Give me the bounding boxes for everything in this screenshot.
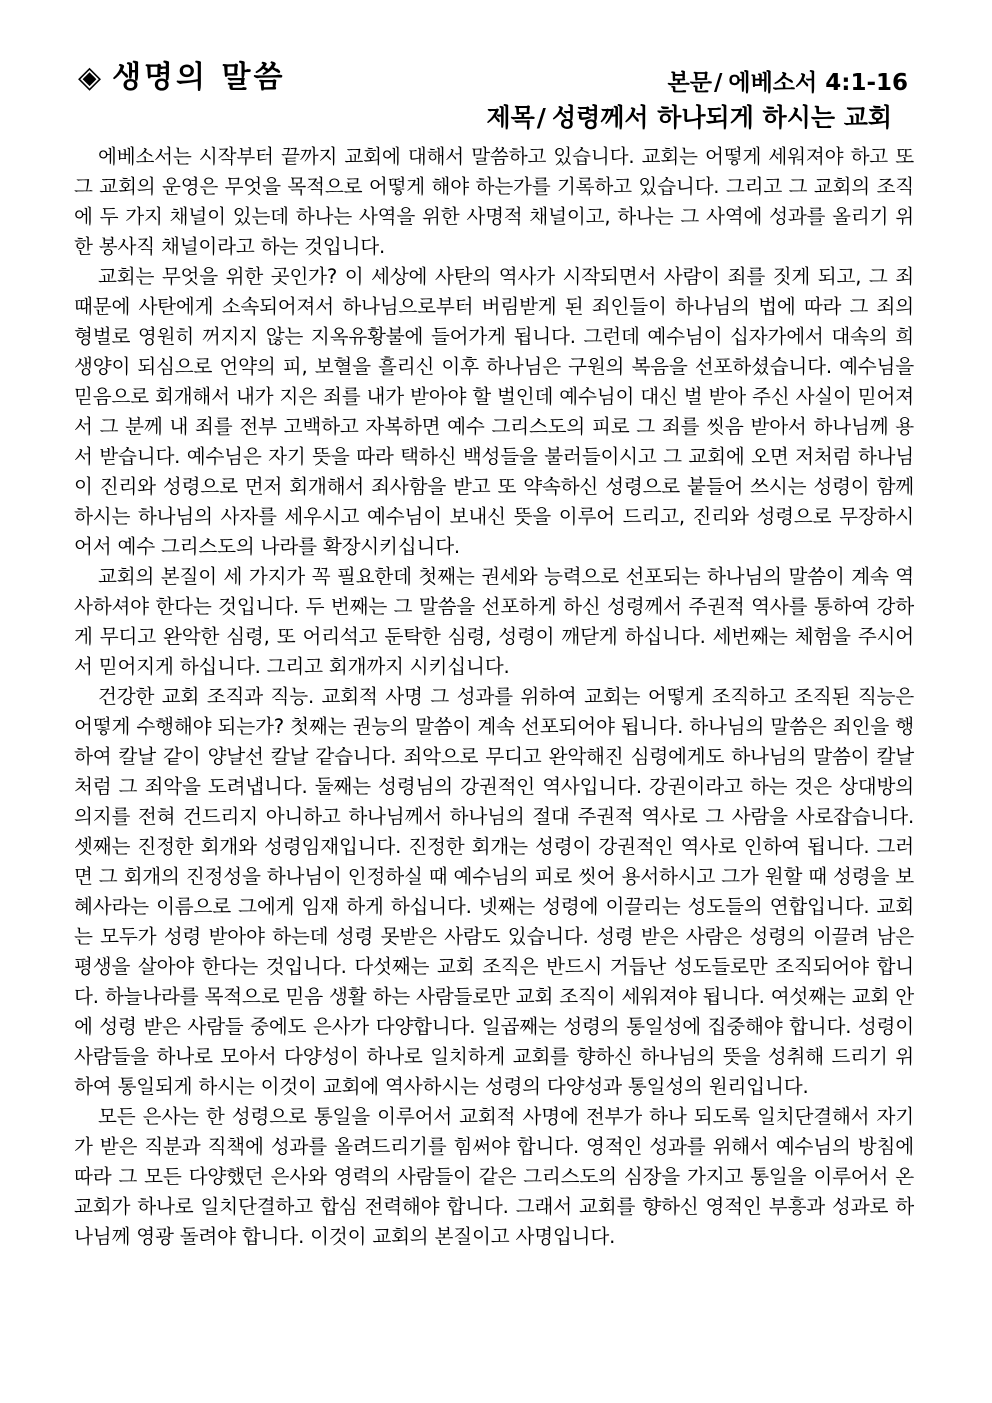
- sermon-page: [74, 52, 914, 1252]
- paragraph-3: 교회의 본질이 세 가지가 꼭 필요한데 첫째는 권세와 능력으로 선포되는 하나님의 말씀이 계속 역사하셔야 한다는 것입니다. 두 번째는 그 말씀을 선포하게 하신 성령께서 주권적 역사를 통하여 강하게 무디고 완악한 심령, 또 어리석고 둔탁한 심령, 성령이 깨닫게 하십니다. 세번째는 체험을 주시어서 믿어지게 하십니다. 그리고 회개까지 시키십니다.: [74, 565, 914, 678]
- subject-label: 제목: [486, 103, 535, 132]
- diamond-bullet-icon: ◈: [78, 60, 105, 95]
- scripture-separator: /: [713, 70, 723, 96]
- paragraph-2: 교회는 무엇을 위한 곳인가? 이 세상에 사탄의 역사가 시작되면서 사람이 죄를 짓게 되고, 그 죄 때문에 사탄에게 소속되어져서 하나님으로부터 버림받게 된 죄인들이 하나님의 법에 따라 그 죄의 형벌로 영원히 꺼지지 않는 지옥유황불에 들어가게 됩니다. 그런데 예수님이 십자가에서 대속의 희생양이 되심으로 언약의 피, 보혈을 흘리신 이후 하나님은 구원의 복음을 선포하셨습니다. 예수님을 믿음으로 회개해서 내가 지은 죄를 내가 받아야 할 벌인데 예수님이 대신 벌 받아 주신 사실이 믿어져서 그 분께 내 죄를 전부 고백하고 자복하면 예수 그리스도의 피로 그 죄를 씻음 받아서 하나님께 용서 받습니다. 예수님은 자기 뜻을 따라 택하신 백성들을 불러들이시고 그 교회에 오면 저처럼 하나님이 진리와 성령으로 먼저 회개해서 죄사함을 받고 또 약속하신 성령으로 붙들어 쓰시는 성령이 함께 하시는 하나님의 사자를 세우시고 예수님이 보내신 뜻을 이루어 드리고, 진리와 성령으로 무장하시어서 예수 그리스도의 나라를 확장시키십니다.: [74, 265, 914, 558]
- scripture-label: 본문: [667, 70, 712, 96]
- page-header: [74, 52, 914, 132]
- subject-separator: /: [536, 103, 546, 132]
- paragraph-5: 모든 은사는 한 성령으로 통일을 이루어서 교회적 사명에 전부가 하나 되도록 일치단결해서 자기가 받은 직분과 직책에 성과를 올려드리기를 힘써야 합니다. 영적인 성과를 위해서 예수님의 방침에 따라 그 모든 다양했던 은사와 영력의 사람들이 같은 그리스도의 심장을 가지고 통일을 이루어서 온 교회가 하나로 일치단결하고 합심 전력해야 합니다. 그래서 교회를 향하신 영적인 부흥과 성과로 하나님께 영광 돌려야 합니다. 이것이 교회의 본질이고 사명입니다.: [74, 1105, 914, 1248]
- column-title-text: 생명의 말씀: [112, 60, 286, 95]
- sermon-subject: [486, 98, 892, 134]
- paragraph-1: 에베소서는 시작부터 끝까지 교회에 대해서 말씀하고 있습니다. 교회는 어떻게 세워져야 하고 또 그 교회의 운영은 무엇을 목적으로 어떻게 해야 하는가를 기록하고 있습니다. 그리고 그 교회의 조직에 두 가지 채널이 있는데 하나는 사역을 위한 사명적 채널이고, 하나는 그 사역에 성과를 올리기 위한 봉사직 채널이라고 하는 것입니다.: [74, 145, 914, 258]
- column-title: [78, 52, 285, 96]
- scripture-ref-text: 에베소서 4:1-16: [728, 70, 908, 96]
- paragraph-4: 건강한 교회 조직과 직능. 교회적 사명 그 성과를 위하여 교회는 어떻게 조직하고 조직된 직능은 어떻게 수행해야 되는가? 첫째는 권능의 말씀이 계속 선포되어야 됩니다. 하나님의 말씀은 죄인을 행하여 칼날 같이 양날선 칼날 같습니다. 죄악으로 무디고 완악해진 심령에게도 하나님의 말씀이 칼날처럼 그 죄악을 도려냅니다. 둘째는 성령님의 강권적인 역사입니다. 강권이라고 하는 것은 상대방의 의지를 전혀 건드리지 아니하고 하나님께서 하나님의 절대 주권적 역사로 그 사람을 사로잡습니다. 셋째는 진정한 회개와 성령임재입니다. 진정한 회개는 성령이 강권적인 역사로 인하여 됩니다. 그러면 그 회개의 진정성을 하나님이 인정하실 때 예수님의 피로 씻어 용서하시고 그가 원할 때 성령을 보혜사라는 이름으로 그에게 임재 하게 하십니다. 넷째는 성령에 이끌리는 성도들의 연합입니다. 교회는 모두가 성령 받아야 하는데 성령 못받은 사람도 있습니다. 성령 받은 사람은 성령의 이끌려 남은 평생을 살아야 한다는 것입니다. 다섯째는 교회 조직은 반드시 거듭난 성도들로만 조직되어야 합니다. 하늘나라를 목적으로 믿음 생활 하는 사람들로만 교회 조직이 세워져야 됩니다. 여섯째는 교회 안에 성령 받은 사람들 중에도 은사가 다양합니다. 일곱째는 성령의 통일성에 집중해야 합니다. 성령이 사람들을 하나로 모아서 다양성이 하나로 일치하게 교회를 향하신 하나님의 뜻을 성취해 드리기 위하여 통일되게 하시는 이것이 교회에 역사하시는 성령의 다양성과 통일성의 원리입니다.: [74, 685, 914, 1098]
- subject-text: 성령께서 하나되게 하시는 교회: [551, 103, 892, 132]
- sermon-body: [74, 142, 914, 1252]
- scripture-reference: [668, 64, 908, 97]
